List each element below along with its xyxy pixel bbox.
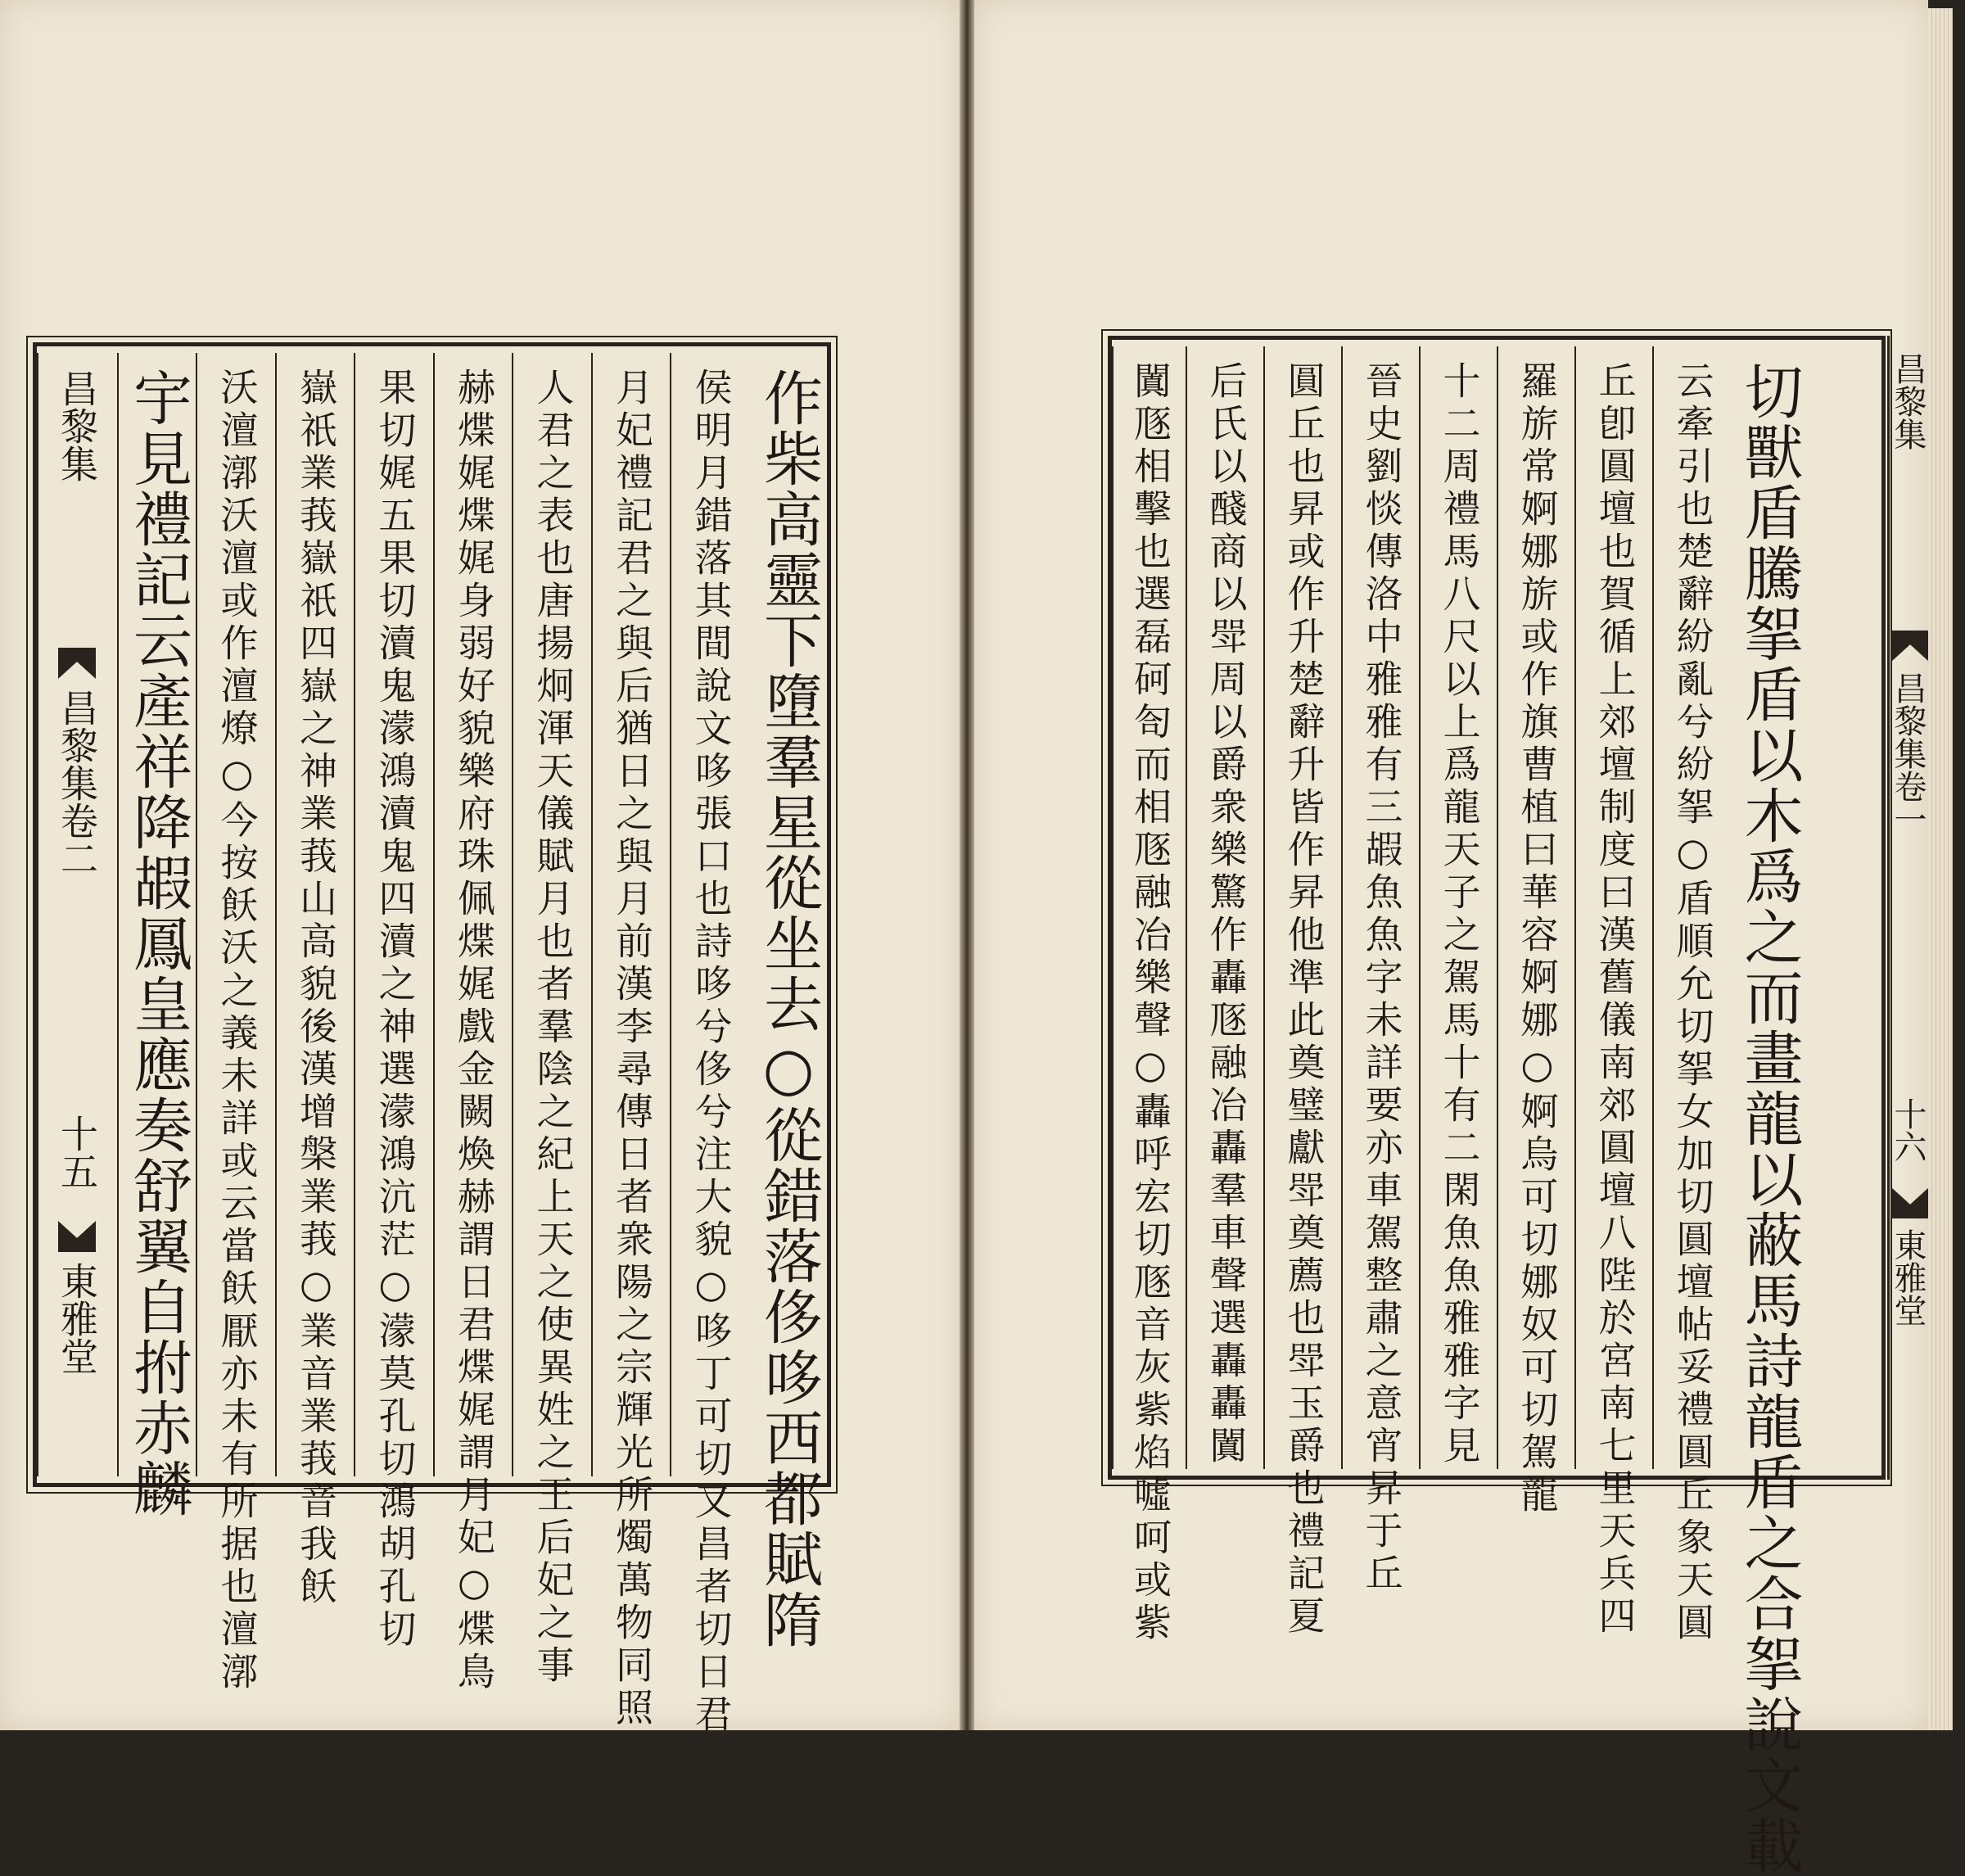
text-column: [1341, 346, 1421, 1596]
text-column: [1112, 346, 1187, 1645]
text-column: [512, 353, 593, 1688]
right-page: [974, 0, 1928, 1876]
column-text: 十二周禮馬八尺以上爲龍天子之駕馬十有二閑魚魚雅雅字見: [1437, 361, 1482, 1468]
text-column: [1419, 346, 1498, 1469]
text-column: [433, 353, 513, 1694]
banxin-page-number: 十六: [1889, 1097, 1927, 1163]
column-text: 切獸盾騰挐盾以木爲之而畫龍以蔽馬詩龍盾之合挐說文載: [1734, 361, 1804, 1876]
banxin-column: [1887, 336, 1929, 1480]
column-text: 晉史劉惔傳洛中雅雅有三嘏魚魚字未詳要亦車駕整肅之意宵昇于丘: [1359, 361, 1404, 1596]
page-stack-edge: [1928, 8, 1953, 1730]
fishtail-mark: [58, 648, 96, 679]
column-text: 嶽祇業莪嶽祇四嶽之神業莪山高貌後漢增槃業莪○業音業莪音我飫: [294, 368, 338, 1609]
banxin-volume: 昌黎集卷一: [1889, 671, 1927, 835]
text-column: [275, 353, 355, 1609]
text-column: [1730, 346, 1808, 1876]
banxin-studio-name: 東雅堂: [55, 1262, 99, 1375]
column-text: 宇見禮記云產祥降嘏鳳皇應奏舒翼自拊赤麟: [124, 368, 192, 1519]
text-column: [1574, 346, 1654, 1639]
column-text: 云牽引也楚辭紛亂兮紛挐○盾順允切挐女加切圓壇帖妥禮圓丘象天圓: [1670, 361, 1715, 1645]
column-text: 作柴高靈下墮羣星從坐去○從錯落侈哆西都賦隋: [754, 368, 823, 1650]
column-text: 人君之表也唐揚炯渾天儀賦月也者羣陰之紀上天之使異姓之王后妃之事: [531, 368, 576, 1688]
book-spine-gutter: [960, 0, 974, 1730]
left-page: [0, 0, 960, 1737]
text-column: [354, 353, 435, 1652]
banxin-title: 昌黎集: [1889, 352, 1927, 450]
text-column: [196, 353, 277, 1694]
column-text: 后氏以醆商以斝周以爵衆樂驚作轟豗融冶轟羣車聲選轟轟闐: [1204, 361, 1249, 1468]
text-column: [117, 353, 197, 1519]
left-page-text-frame: [33, 342, 831, 1737]
fishtail-mark: [1891, 1187, 1929, 1218]
text-column: [670, 353, 751, 1737]
text-column: [749, 353, 828, 1650]
right-page-text-frame: [1108, 336, 1886, 1876]
column-text: 月妃禮記君之與后猶日之與月前漢李尋傳日者衆陽之宗輝光所燭萬物同照: [610, 368, 654, 1730]
text-column: [1652, 346, 1732, 1645]
column-text: 羅旂常婀娜旂或作旗曹植曰華容婀娜○婀烏可切娜奴可切駕龍: [1515, 361, 1560, 1517]
banxin-volume: 昌黎集卷二: [55, 689, 99, 877]
text-column: [1497, 346, 1576, 1517]
banxin-page-number: 十五: [55, 1114, 99, 1190]
text-column: [1186, 346, 1265, 1469]
column-text: 沃澶漷沃澶或作澶燎○今按飫沃之義未詳或云當飫厭亦未有所据也澶漷: [215, 368, 260, 1694]
banxin-column: [37, 353, 119, 1476]
column-text: 丘卽圓壇也賀循上郊壇制度曰漢舊儀南郊圓壇八陛於宮南七里天兵四: [1592, 361, 1638, 1639]
banxin-title: 昌黎集: [55, 369, 99, 482]
fishtail-mark: [58, 1221, 96, 1252]
column-text: 赫煠娓煠娓身弱好貌樂府珠佩煠娓戲金闕煥赫謂日君煠娓謂月妃○煠鳥: [452, 368, 496, 1694]
column-text: 闐豗相擊也選磊砢匌而相豗融冶樂聲○轟呼宏切豗音灰紫焰噓呵或紫: [1128, 361, 1172, 1645]
text-column: [1263, 346, 1343, 1639]
column-text: 侯明月錯落其間說文哆張口也詩哆兮侈兮注大貌○哆丁可切又昌者切日君: [689, 368, 734, 1737]
text-column: [591, 353, 671, 1730]
column-text: 圓丘也昇或作升楚辭升皆作昇他準此奠璧獻斝奠薦也斝玉爵也禮記夏: [1281, 361, 1326, 1639]
fishtail-mark: [1891, 631, 1929, 662]
column-text: 果切娓五果切瀆鬼濛鴻瀆鬼四瀆之神選濛鴻沆茫○濛莫孔切鴻胡孔切: [373, 368, 418, 1652]
banxin-studio-name: 東雅堂: [1889, 1228, 1927, 1327]
